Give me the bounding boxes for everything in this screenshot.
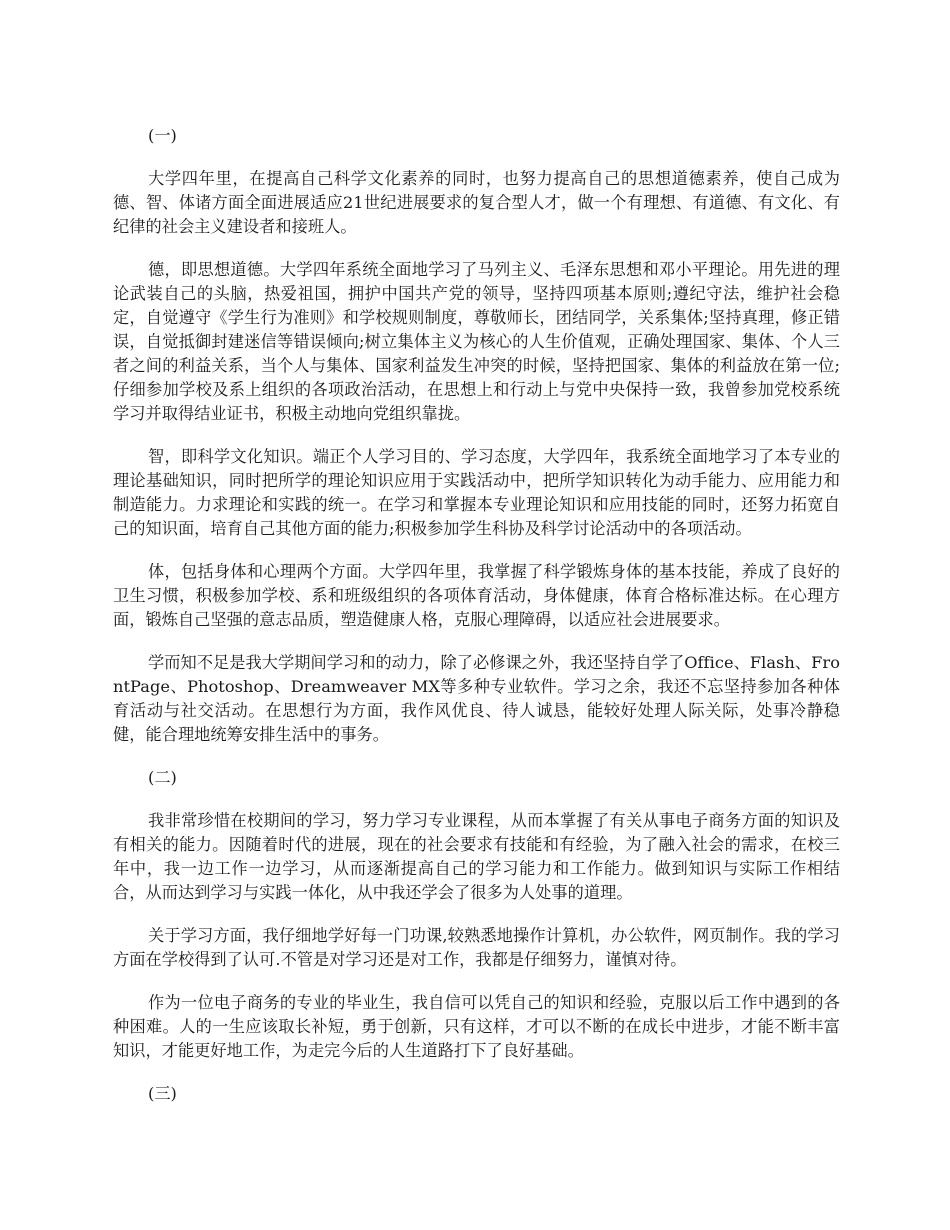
section-heading-2: (二) bbox=[148, 768, 177, 787]
paragraph-intro: 大学四年里，在提高自己科学文化素养的同时，也努力提高自己的思想道德素养，使自己成为德、智、体诸方面全面进展适应21世纪进展要求的复合型人才，做一个有理想、有道德、有文化、有纪律的社会主义建设者和接班人。 bbox=[113, 169, 840, 236]
section-heading-1: (一) bbox=[148, 126, 177, 145]
paragraph-intellect: 智，即科学文化知识。端正个人学习目的、学习态度，大学四年，我系统全面地学习了本专业的理论基础知识，同时把所学的理论知识应用于实践活动中，把所学知识转化为动手能力、应用能力和制造能力。力求理论和实践的统一。在学习和掌握本专业理论知识和应用技能的同时，还努力拓宽自己的知识面，培育自己其他方面的能力;积极参加学生科协及科学讨论活动中的各项活动。 bbox=[113, 447, 840, 538]
paragraph-study-aspect: 关于学习方面，我仔细地学好每一门功课,较熟悉地操作计算机，办公软件，网页制作。我的学习方面在学校得到了认可.不管是对学习还是对工作，我都是仔细努力，谨慎对待。 bbox=[113, 926, 840, 969]
section-heading-3: (三) bbox=[148, 1084, 177, 1103]
paragraph-physical: 体，包括身体和心理两个方面。大学四年里，我掌握了科学锻炼身体的基本技能，养成了良好的卫生习惯，积极参加学校、系和班级组织的各项体育活动，身体健康，体育合格标准达标。在心理方面，锻炼自己坚强的意志品质，塑造健康人格，克服心理障碍，以适应社会进展要求。 bbox=[113, 562, 840, 629]
paragraph-graduate: 作为一位电子商务的专业的毕业生，我自信可以凭自己的知识和经验，克服以后工作中遇到的各种困难。人的一生应该取长补短，勇于创新，只有这样，才可以不断的在成长中进步，才能不断丰富知识，才能更好地工作，为走完今后的人生道路打下了良好基础。 bbox=[113, 993, 840, 1060]
document-page bbox=[113, 124, 840, 1125]
paragraph-self-study: 学而知不足是我大学期间学习和的动力，除了必修课之外，我还坚持自学了Office、Flash、FrontPage、Photoshop、Dreamweaver MX等多种专业软件。学习之余，我还不忘坚持参加各种体育活动与社交活动。在思想行为方面，我作风优良、待人诚恳，能较好处理人际关际，处事冷静稳健，能合理地统筹安排生活中的事务。 bbox=[113, 653, 840, 744]
paragraph-study-cherish: 我非常珍惜在校期间的学习，努力学习专业课程，从而本掌握了有关从事电子商务方面的知识及有相关的能力。因随着时代的进展，现在的社会要求有技能和有经验，为了融入社会的需求，在校三年中，我一边工作一边学习，从而逐渐提高自己的学习能力和工作能力。做到知识与实际工作相结合，从而达到学习与实践一体化，从中我还学会了很多为人处事的道理。 bbox=[113, 811, 840, 902]
paragraph-morality: 德，即思想道德。大学四年系统全面地学习了马列主义、毛泽东思想和邓小平理论。用先进的理论武装自己的头脑，热爱祖国，拥护中国共产党的领导，坚持四项基本原则;遵纪守法，维护社会稳定，自觉遵守《学生行为准则》和学校规则制度，尊敬师长，团结同学，关系集体;坚持真理，修正错误，自觉抵御封建迷信等错误倾向;树立集体主义为核心的人生价值观，正确处理国家、集体、个人三者之间的利益关系，当个人与集体、国家利益发生冲突的时候，坚持把国家、集体的利益放在第一位;仔细参加学校及系上组织的各项政治活动，在思想上和行动上与党中央保持一致，我曾参加党校系统学习并取得结业证书，积极主动地向党组织靠拢。 bbox=[113, 260, 840, 423]
